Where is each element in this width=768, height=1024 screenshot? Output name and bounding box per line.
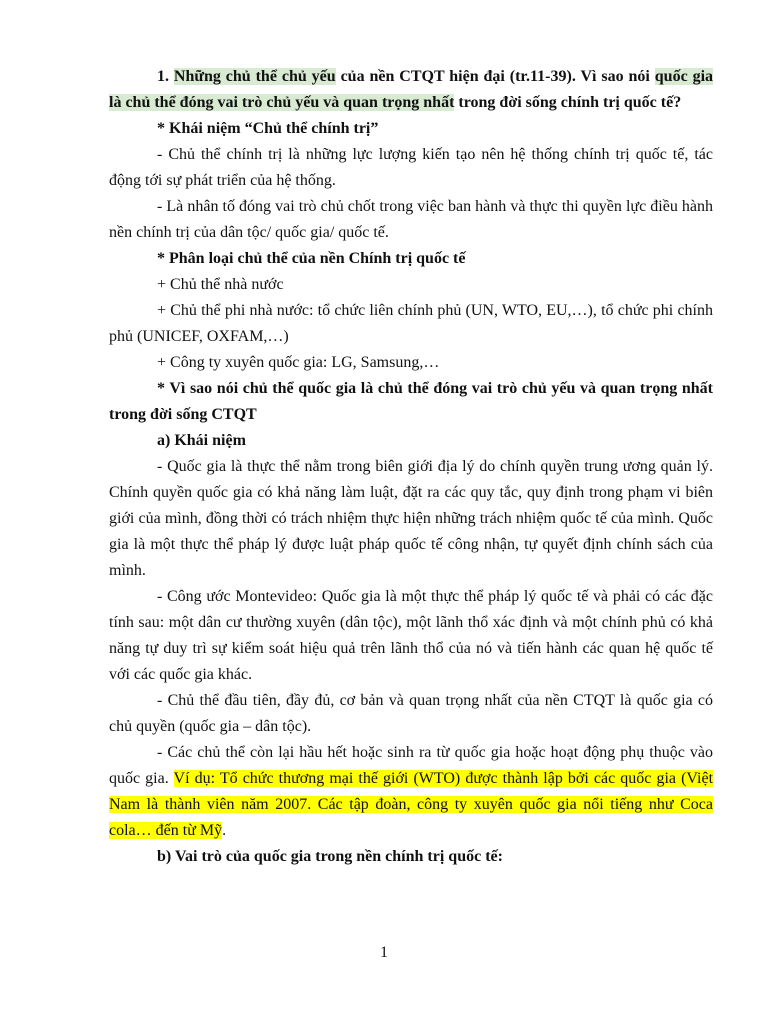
definition-paragraph-4-end: . (222, 822, 227, 839)
concept-paragraph-2: - Là nhân tố đóng vai trò chủ chốt trong việc ban hành và thực thi quyền lực điều hành nền chính trị của dân tộc/ quốc gia/ quốc tế. (109, 198, 713, 241)
concept-paragraph-1: - Chủ thể chính trị là những lực lượng kiến tạo nên hệ thống chính trị quốc tế, tác động tới sự phát triển của hệ thống. (109, 146, 713, 189)
highlight-green-1: Những chủ thể chủ yếu (173, 68, 336, 85)
question-text-mid: của nền CTQT hiện đại (tr.11-39). Vì sao nói (335, 68, 655, 85)
definition-paragraph-3: - Chủ thể đầu tiên, đầy đủ, cơ bản và quan trọng nhất của nền CTQT là quốc gia có chủ quyền (quốc gia – dân tộc). (109, 692, 713, 735)
classification-heading: * Phân loại chủ thể của nền Chính trị quốc tế (157, 250, 466, 267)
classification-item-3: + Công ty xuyên quốc gia: LG, Samsung,… (157, 354, 440, 371)
subheading-b: b) Vai trò của quốc gia trong nền chính trị quốc tế: (157, 848, 503, 865)
definition-paragraph-4-text: - Các chủ thể còn lại hầu hết hoặc sinh ra từ quốc gia hoặc hoạt động phụ thuộc vào quốc gia. (109, 744, 713, 787)
question-text-tail: trong đời sống chính trị quốc tế? (454, 94, 682, 111)
question-heading (109, 64, 713, 116)
highlight-green-2: quốc gia là chủ thể đóng vai trò chủ yếu và quan trọng nhất (109, 68, 714, 111)
page-number: 1 (380, 944, 388, 961)
concept-heading: * Khái niệm “Chủ thể chính trị” (157, 120, 379, 137)
classification-item-2: + Chủ thể phi nhà nước: tổ chức liên chính phủ (UN, WTO, EU,…), tổ chức phi chính phủ (UNICEF, OXFAM,…) (109, 302, 713, 345)
why-heading: * Vì sao nói chủ thể quốc gia là chủ thể đóng vai trò chủ yếu và quan trọng nhất trong đời sống CTQT (109, 380, 713, 423)
definition-paragraph-1: - Quốc gia là thực thể nằm trong biên giới địa lý do chính quyền trung ương quản lý. Chính quyền quốc gia có khả năng làm luật, đặt ra các quy tắc, quy định trong phạm vi biên giới của mình, đồng thời có trách nhiệm thực hiện những trách nhiệm quốc tế của mình. Quốc gia là một thực thể pháp lý được luật pháp quốc tế công nhận, tự quyết định chính sách của mình. (109, 458, 713, 579)
definition-paragraph-2: - Công ước Montevideo: Quốc gia là một thực thể pháp lý quốc tế và phải có các đặc tính sau: một dân cư thường xuyên (dân tộc), một lãnh thổ xác định và một chính phủ có khả năng tự duy trì sự kiểm soát hiệu quả trên lãnh thổ của nó và tiến hành các quan hệ quốc tế với các quốc gia khác. (109, 588, 713, 683)
definition-paragraph-4 (109, 740, 713, 844)
document-body (109, 64, 713, 870)
highlight-yellow-example: Ví dụ: Tổ chức thương mại thế giới (WTO) được thành lập bởi các quốc gia (Việt Nam là thành viên năm 2007. Các tập đoàn, công ty xuyên quốc gia nổi tiếng như Coca cola… đến từ Mỹ (109, 770, 714, 839)
classification-item-1: + Chủ thể nhà nước (157, 276, 284, 293)
question-number: 1. (157, 68, 174, 85)
subheading-a: a) Khái niệm (157, 432, 246, 449)
